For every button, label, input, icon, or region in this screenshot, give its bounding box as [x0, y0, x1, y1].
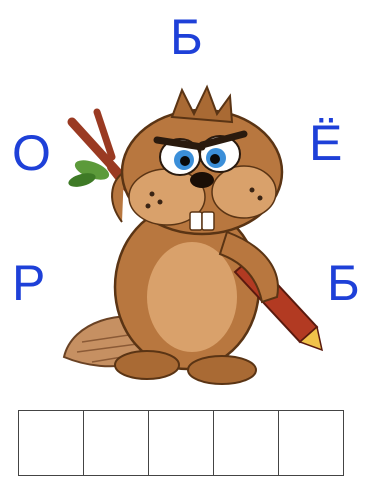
letter-right-upper: Ё [309, 115, 343, 171]
answer-cell-3[interactable] [149, 411, 214, 475]
beaver-belly [147, 242, 237, 352]
letter-left-upper: О [12, 125, 51, 181]
nose-icon [190, 172, 214, 188]
beaver-illustration [52, 72, 332, 392]
letter-right-lower: Б [327, 255, 360, 311]
answer-cell-5[interactable] [279, 411, 344, 475]
answer-cell-2[interactable] [84, 411, 149, 475]
letter-top: Б [170, 9, 203, 65]
letter-left-lower: Р [12, 255, 46, 311]
answer-grid [18, 410, 344, 476]
answer-cell-4[interactable] [214, 411, 279, 475]
answer-cell-1[interactable] [19, 411, 84, 475]
